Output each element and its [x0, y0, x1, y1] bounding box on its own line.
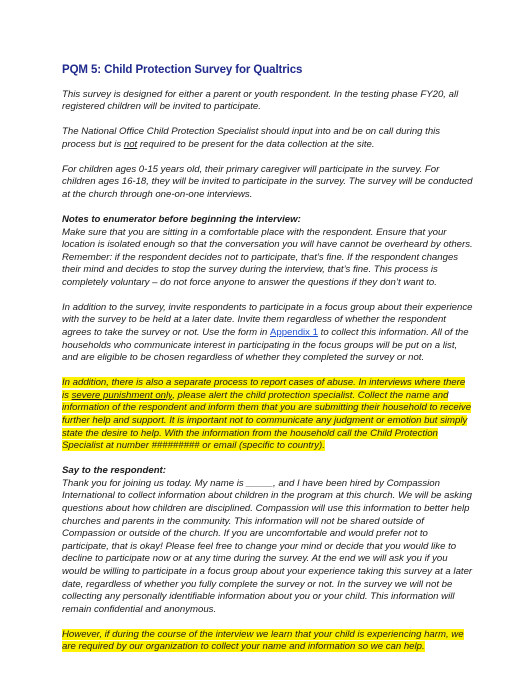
notes-section: [62, 214, 474, 290]
severe-punishment-underlined: severe punishment only: [71, 389, 173, 401]
focus-group-text-a: In addition to the survey, invite respondents to participate in a focus group about their experience with the survey to be held at a later date. Invite them regardless of whether the respondent agrees to take the survey or not. Use the form in: [62, 301, 473, 339]
focus-group-text-b: to collect this information. All of the households who communicate interest in participating in the focus groups will be put on a list, and are eligible to be chosen regardless of whether they completed the survey or not.: [62, 327, 469, 364]
say-section: [62, 465, 474, 616]
notes-text: Make sure that you are sitting in a comfortable place with the respondent. Ensure that your location is isolated enough so that the conversation you will have cannot be overheard by others. Remember: if the respondent decides not to participate, that’s fine. If the respondent changes their mind and decides to stop the survey during the interview, that’s fine. This process is completely voluntary – do not force anyone to answer the questions if they don’t want to.: [62, 226, 473, 288]
abuse-text-a: In addition, there is also a separate process to report cases of abuse. In interviews where there is: [62, 377, 466, 401]
specialist-text-b: required to be present for the data collection at the site.: [137, 138, 375, 150]
focus-group-paragraph: [62, 302, 474, 365]
say-heading: Say to the respondent:: [62, 465, 166, 477]
specialist-text-a: The National Office Child Protection Specialist should input into and be on call during this process but is: [62, 126, 441, 150]
appendix-link[interactable]: Appendix 1: [269, 327, 318, 339]
abuse-report-paragraph: [62, 377, 474, 453]
not-underlined: not: [123, 138, 138, 150]
age-paragraph: For children ages 0-15 years old, their primary caregiver will participate in the survey. For children ages 16-18, they will be invited to participate in the survey. The survey will be conducted at the church through one-on-one interviews.: [62, 163, 473, 200]
intro-paragraph: This survey is designed for either a parent or youth respondent. In the testing phase FY20, all registered children will be invited to participate.: [62, 88, 459, 113]
abuse-text-b: , please alert the child protection specialist. Collect the name and information of the respondent and inform them that you are submitting their household to receive further help and support. It is important not to communicate any judgment or emotion but simply state the desire to help. With the information from the household call the Child Protection Specialist at number ######### or email (specific to country).: [62, 389, 472, 452]
notes-heading: Notes to enumerator before beginning the interview:: [62, 213, 301, 225]
page-title: PQM 5: Child Protection Survey for Qualtrics: [62, 64, 303, 76]
specialist-paragraph: [62, 126, 474, 151]
harm-text: However, if during the course of the interview we learn that your child is experiencing harm, we are required by our organization to collect your name and information so we can help.: [62, 628, 464, 653]
harm-paragraph: [62, 629, 474, 654]
document-page: [62, 64, 474, 666]
say-text: Thank you for joining us today. My name is _____, and I have been hired by Compassion International to collect information about children in the program at this church. We will be asking questions about how children are disciplined. Compassion will use this information to better help churches and parents in the community. This information will not be shared outside of Compassion or outside of the church. If you are uncomfortable and would prefer not to participate, that is okay! Please feel free to change your mind or decide that you would like to decline to participate now or at any time during the survey. At the end we will ask you if you would be willing to participate in a focus group about your experience taking this survey at a later date, regardless of whether you fully complete the survey or not. In the survey we will not be collecting any personally identifiable information about you or your child. This information will remain confidential and anonymous.: [62, 477, 473, 615]
